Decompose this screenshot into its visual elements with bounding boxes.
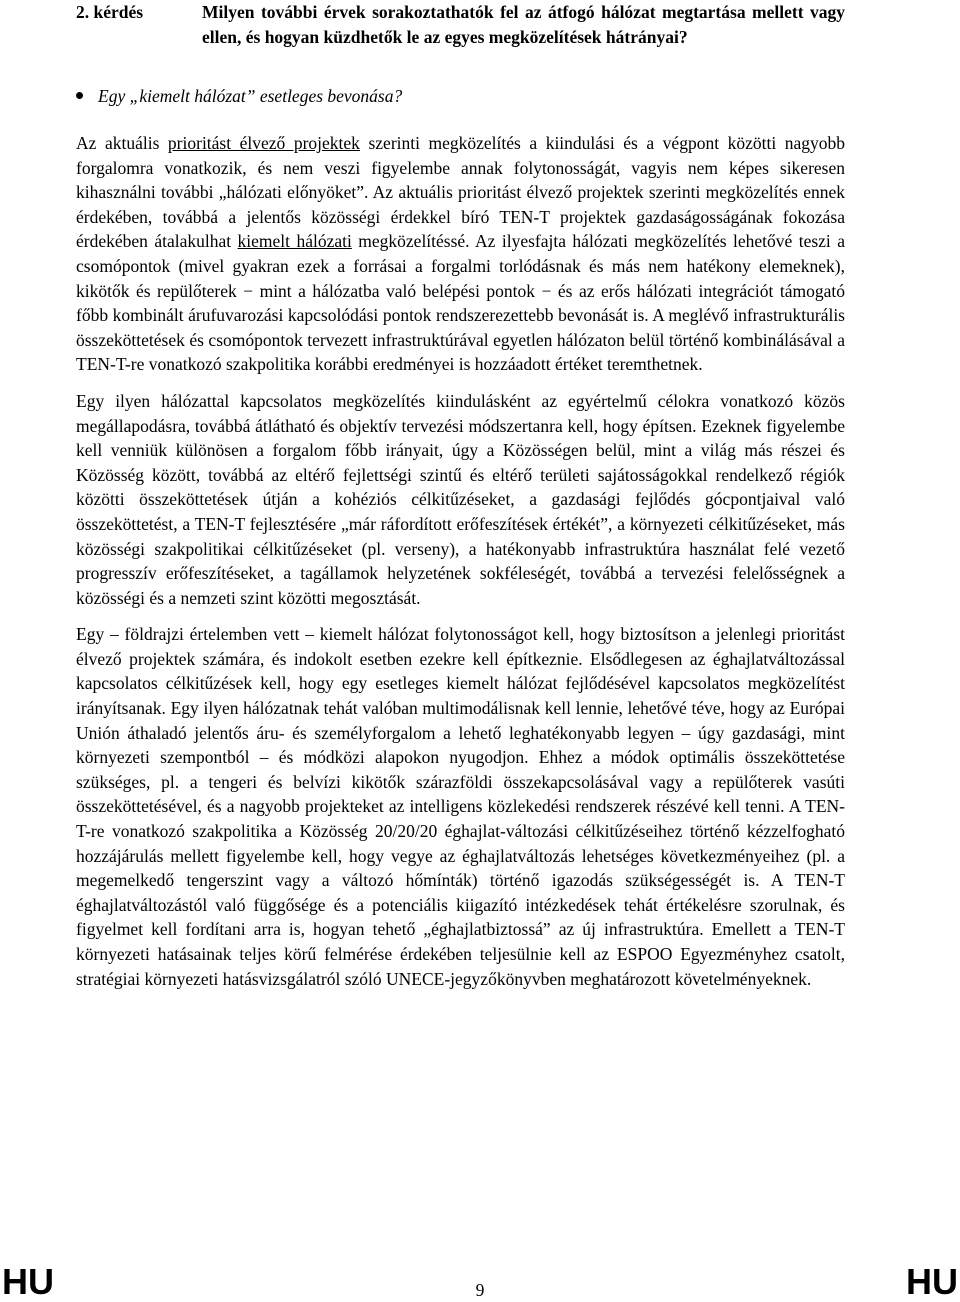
underlined-term-priority-projects: prioritást élvező projektek [167,133,360,153]
paragraph-1-part-2: szerinti megközelítés a kiindulási és a végpont közötti nagyobb forgalomra vonatkozik, és nem veszi figyelembe annak folytonosságát, vagyis nem képes sikeresen kihasználni további „hálózati előnyöket”. Az aktuális prioritást élvező projektek szerinti megközelítés ennek érdekében, továbbá a jelentős közösségi érdekkel bíró TEN-T projektek gazdaságosságának fokozása érdekében átalakulhat [76,133,845,252]
page-number: 9 [475,1280,485,1300]
bullet-text: Egy „kiemelt hálózat” esetleges bevonása? [98,86,403,106]
bullet-icon [76,92,83,99]
footer-language-label-right: HU [906,1261,958,1302]
underlined-term-core-network: kiemelt hálózati [237,231,352,252]
question-number: 2. kérdés [76,2,144,22]
paragraph-1-part-3: megközelítéssé. Az ilyesfajta hálózati megközelítés lehetővé teszi a csomópontok (mivel gyakran ezek a forrásai a forgalmi torlódásnak és más nem hatékony elemeknek), kikötők és repülőterek − mint a hálózatba való belépési pontok − és az erős hálózati integrációt támogató főbb kombinált árufuvarozási kapcsolódási pontok rendszerezettebb bevonását is. A meglévő infrastrukturális összeköttetések és csomópontok tervezett infrastruktúrával egyetlen hálózaton belül történő kombinálásával a TEN-T-re vonatkozó szakpolitika korábbi eredményei is hozzáadott értéket teremthetnek. [76,231,845,375]
bullet-item [76,84,402,109]
question-text: Milyen további érvek sorakoztathatók fel az átfogó hálózat megtartása mellett vagy ellen, és hogyan küzdhetők le az egyes megközelítések hátrányai? [202,2,845,47]
paragraph-3: Egy – földrajzi értelemben vett – kiemelt hálózat folytonosságot kell, hogy biztosítson a jelenlegi prioritást élvező projektek számára, és indokolt esetben ezekre kell építkeznie. Elsődlegesen az éghajlatváltozással kapcsolatos célkitűzések kell, hogy egy esetleges kiemelt hálózat fejlődésével kapcsolatos megközelítést irányítsanak. Egy ilyen hálózatnak tehát valóban multimodálisnak kell lennie, lehetővé téve, hogy az Európai Unión áthaladó jelentős áru- és személyforgalom a lehető leghatékonyabb legyen – úgy gazdasági, mint környezeti szempontból – és módközi alapokon nyugodjon. Ehhez a módok optimális összeköttetése szükséges, pl. a tengeri és belvízi kikötők szárazföldi összekapcsolásával vagy a repülőterek vasúti összeköttetésével, és a nagyobb projekteket az intelligens közlekedési rendszerek részévé kell tenni. A TEN-T-re vonatkozó szakpolitika a Közösség 20/20/20 éghajlat-változási célkitűzéseihez történő kézzelfogható hozzájárulás mellett figyelembe kell, hogy vegye az éghajlatváltozás lehetséges következményeihez (pl. a megemelkedő tengerszint vagy a változó hőmínták) történő igazodás szükségességét is. A TEN-T éghajlatváltozástól való függősége és a potenciális kiigazító intézkedések tehát értékelésre szorulnak, és figyelmet kell fordítani arra is, hogyan tehető „éghajlatbiztossá” az új infrastruktúra. Emellett a TEN-T környezeti hatásainak teljes körű felmérése érdekében teljesülnie kell az ESPOO Egyezményhez csatolt, stratégiai környezeti hatásvizsgálatról szóló UNECE-jegyzőkönyvben meghatározott követelményeknek. [76,624,845,989]
footer-language-label-left: HU [2,1261,54,1302]
paragraph-1-part-1: Az aktuális [76,133,168,153]
question-heading [76,0,845,49]
document-body [76,131,845,1003]
paragraph-1 [76,131,845,377]
paragraph-2: Egy ilyen hálózattal kapcsolatos megközelítés kiindulásként az egyértelmű célokra vonatkozó közös megállapodásra, továbbá átlátható és objektív tervezési módszertanra kell, hogy építsen. Ezeknek figyelembe kell venniük különösen a forgalom főbb irányait, úgy a Közösségen belül, mint a világ más részei és Közösség között, továbbá az eltérő fejlettségi szintű és eltérő területi sajátosságokkal rendelkező régiók közötti összeköttetések útján a kohéziós célkitűzéseket, a gazdasági fejlődés gócpontjaival való összeköttetést, a TEN-T fejlesztésére „már ráfordított erőfeszítések értékét”, a környezeti célkitűzéseket, más közösségi szakpolitikai célkitűzéseket (pl. verseny), a hatékonyabb infrastruktúra használat felé vezető progresszív erőfeszítéseket, a tagállamok helyzetének sokféleségét, továbbá a tervezési felelősségnek a közösségi és a nemzeti szint közötti megosztását. [76,390,845,608]
